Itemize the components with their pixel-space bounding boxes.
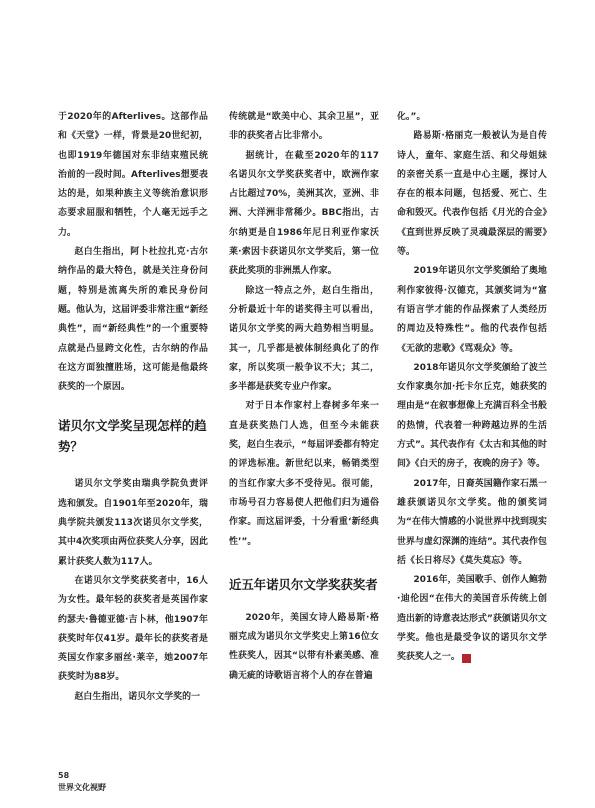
- paragraph: 2018年诺贝尔文学奖颁给了波兰女作家奥尔加·托卡尔丘克，她获奖的理由是“在叙事想像上充满百科全书般的热情，代表着一种跨越边界的生活方式”。其代表作有《太古和其他的时间》《白天的房子，夜晚的房子》等。: [397, 362, 547, 470]
- paragraph: 诺贝尔文学奖由瑞典学院负责评选和颁发。自1901年至2020年，瑞典学院共颁发113次诺贝尔文学奖，其中4次奖项由两位获奖人分享，因此累计获奖人数为117人。: [58, 479, 208, 567]
- paragraph: 赵白生指出，诺贝尔文学奖的一: [74, 691, 201, 702]
- column-3: [397, 108, 547, 668]
- paragraph: 于2020年的Afterlives。这部作品和《天堂》一样，背景是20世纪初，也即1919年德国对东非结束殖民统治前的一段时间。Afterlives想要表达的是，如果种族主义等统治意识形态要求屈服和牺牲，个人毫无远手之力。: [58, 112, 208, 238]
- section-heading: 近五年诺贝尔文学奖获奖者: [229, 576, 378, 592]
- paragraph: 2017年，日裔英国籍作家石黑一雄获颁诺贝尔文学奖。他的颁奖词为“在伟大情感的小说世界中找到现实世界与虚幻深渊的连结”。其代表作包括《长日将尽》《莫失莫忘》等。: [397, 478, 547, 566]
- paragraph: 2020年，美国女诗人路易斯·格丽克成为诺贝尔文学奖史上第16位女性获奖人，因其“以带有朴素美感、准确无疵的诗歌语言将个人的存在普遍: [229, 612, 379, 681]
- paragraph-text: 2016年，美国歌手、创作人鲍勃·迪伦因“在伟大的美国音乐传统上创造出新的诗意表达形式”获颁诺贝尔文学奖。他也是最受争议的诺贝尔文学奖获奖人之一。: [397, 575, 547, 663]
- paragraph: 除这一特点之外，赵白生指出，分析最近十年的诺奖得主可以看出，诺贝尔文学奖的两大趋势相当明显。其一，几乎都是被体制经典化了的作家，所以奖项一般争议不大；其二，多半都是获奖专业户作家。: [229, 285, 379, 393]
- paragraph-final: [397, 571, 547, 667]
- magazine-logo: 世界文化视野: [58, 782, 106, 792]
- column-2: [229, 108, 379, 686]
- paragraph: 据统计，在截至2020年的117名诺贝尔文学奖获奖者中，欧洲作家占比超过70%，美洲其次，亚洲、非洲、大洋洲非常稀少。BBC指出，古尔纳更是自1986年尼日利亚作家沃莱·索因卡获诺贝尔文学奖后，第一位获此奖项的非洲黑人作家。: [229, 150, 379, 277]
- paragraph: 化。”。: [397, 112, 426, 122]
- paragraph: 赵白生指出，阿卜杜拉扎克·古尔纳作品的最大特色，就是关注身份问题，特别是流离失所的难民身份问题。他认为，这届评委非常注重“新经典性”，而“新经典性”的一个重要特点就是凸显跨文化性，古尔纳的作品在这方面独擅胜场，这可能是他最终获奖的一个原因。: [58, 247, 208, 393]
- paragraph: 传统就是“欧美中心、其余卫星”，亚非的获奖者占比非常小。: [229, 112, 379, 142]
- page-number: 58: [58, 771, 70, 780]
- paragraph: 在诺贝尔文学奖获奖者中，16人为女性。最年轻的获奖者是英国作家约瑟夫·鲁德亚德·吉卜林，他1907年获奖时年仅41岁。最年长的获奖者是英国女作家多丽丝·莱辛，她2007年获奖时为88岁。: [58, 575, 208, 683]
- section-heading: 诺贝尔文学奖呈现怎样的趋势？: [58, 418, 207, 455]
- end-mark-icon: W: [462, 654, 471, 663]
- paragraph: 路易斯·格丽克一般被认为是自传诗人，童年、家庭生活、和父母姐妹的亲密关系一直是中心主题，探讨人存在的根本问题，包括爱、死亡、生命和毁灭。代表作包括《月光的合金》《直到世界反映了灵魂最深层的需要》等。: [397, 131, 547, 258]
- paragraph: 2019年诺贝尔文学奖颁给了奥地利作家彼得·汉德克，其颁奖词为“富有语言学才能的作品探索了人类经历的周边及特殊性”。他的代表作包括《无欲的悲歌》《骂观众》等。: [397, 266, 547, 354]
- column-1: [58, 108, 208, 707]
- paragraph: 对于日本作家村上春树多年来一直是获奖热门人选，但至今未能获奖，赵白生表示，“每届评委都有特定的评选标准。新世纪以来，畅销类型的当红作家大多不受待见。很可能，市场号召力容易使人把他们归为通俗作家。而这届评委，十分看重‘新经典性’”。: [229, 401, 379, 547]
